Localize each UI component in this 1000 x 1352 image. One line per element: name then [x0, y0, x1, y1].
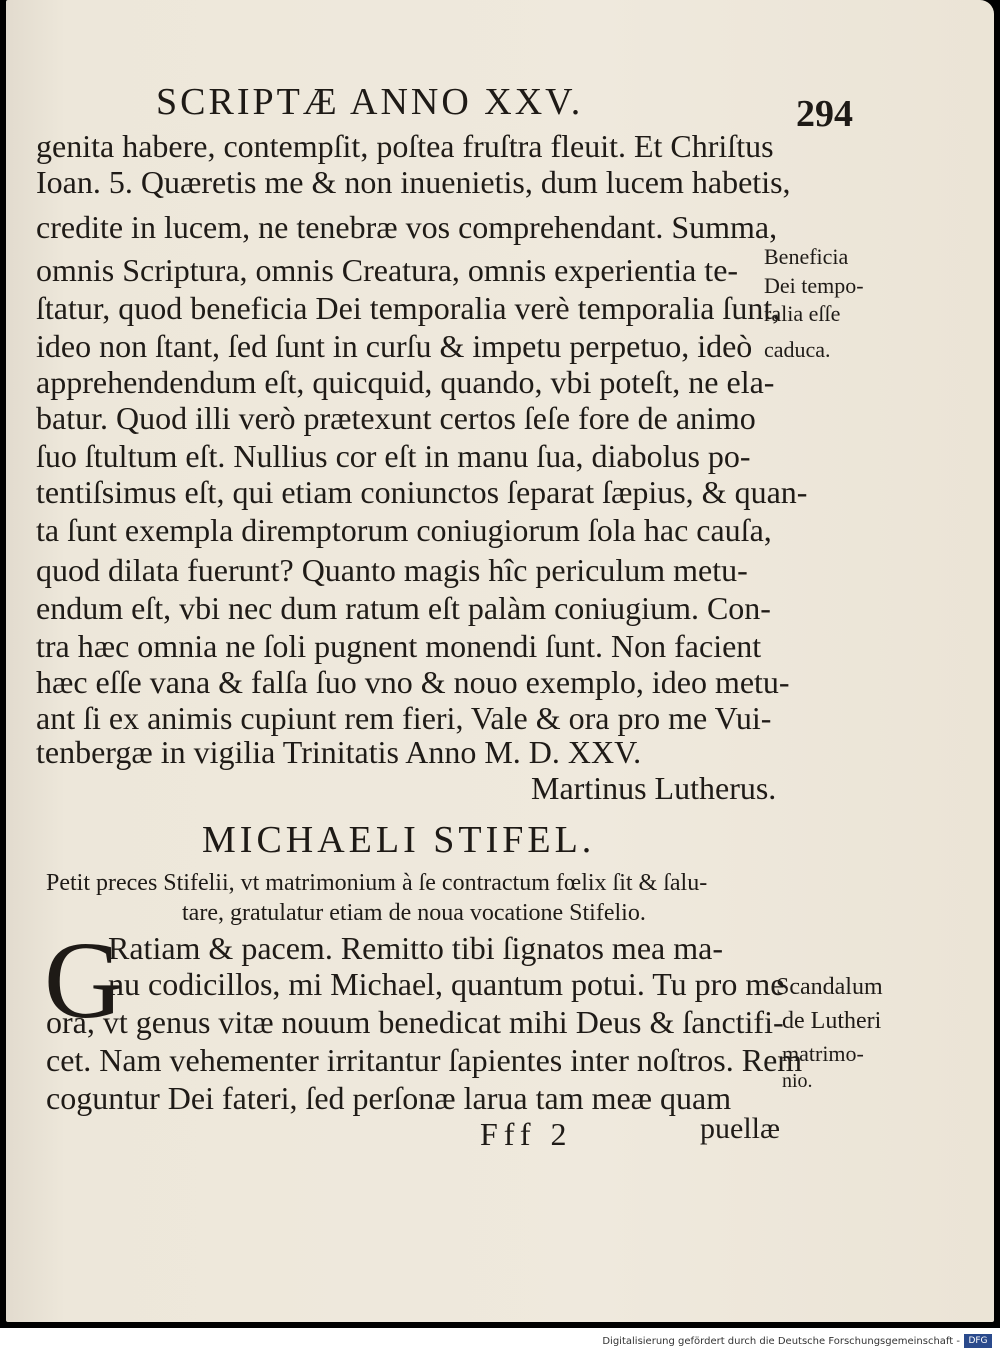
margin-note-line: Dei tempo-	[764, 273, 864, 298]
section-title: MICHAELI STIFEL.	[202, 819, 596, 861]
body-line: tentiſsimus eſt, qui etiam coniunctos ſeparat ſæpius, & quan-	[36, 474, 808, 510]
signature-mark: Fff 2	[480, 1116, 573, 1152]
body-line: Ioan. 5. Quæretis me & non inuenietis, dum lucem habetis,	[36, 164, 791, 200]
body-line: ſuo ſtultum eſt. Nullius cor eſt in manu ſua, diabolus po-	[36, 438, 751, 474]
body-line: ta ſunt exempla diremptorum coniugiorum ſola hac cauſa,	[36, 512, 772, 548]
body-line: omnis Scriptura, omnis Creatura, omnis experientia te-	[36, 252, 739, 288]
signature: Martinus Lutherus.	[531, 770, 777, 806]
letter-line: coguntur Dei fateri, ſed perſonæ larua tam meæ quam	[46, 1080, 732, 1116]
margin-note-line: ralia eſſe	[764, 301, 841, 326]
margin-note-line: de Lutheri	[782, 1008, 882, 1034]
body-line: apprehendendum eſt, quicquid, quando, vbi poteſt, ne ela-	[36, 364, 775, 400]
running-head: SCRIPTÆ ANNO XXV.	[156, 81, 584, 123]
margin-note-line: Beneficia	[764, 244, 849, 269]
book-page	[6, 0, 994, 1322]
dfg-logo: DFG	[964, 1334, 992, 1348]
body-line: ideo non ſtant, ſed ſunt in curſu & impetu perpetuo, ideò	[36, 328, 753, 364]
letter-line: ora, vt genus vitæ nouum benedicat mihi Deus & ſanctifi-	[46, 1004, 784, 1040]
drop-capital: G	[44, 919, 124, 1041]
body-line: quod dilata fuerunt? Quanto magis hîc periculum metu-	[36, 552, 748, 588]
margin-note-line: nio.	[782, 1070, 813, 1092]
credit-text: Digitalisierung gefördert durch die Deutsche Forschungsgemeinschaft -	[602, 1336, 960, 1347]
body-line: ſtatur, quod beneficia Dei temporalia verè temporalia ſunt,	[36, 290, 781, 326]
body-line: genita habere, contempſit, poſtea fruſtra fleuit. Et Chriſtus	[36, 128, 774, 164]
catchword: puellæ	[700, 1112, 780, 1145]
page-number: 294	[796, 93, 853, 135]
margin-note-line: Scandalum	[776, 974, 883, 1000]
body-line: tenbergæ in vigilia Trinitatis Anno M. D. XXV.	[36, 734, 642, 770]
letter-line: nu codicillos, mi Michael, quantum potui. Tu pro me	[108, 966, 785, 1002]
body-line: batur. Quod illi verò prætexunt certos ſeſe fore de animo	[36, 400, 756, 436]
body-line: endum eſt, vbi nec dum ratum eſt palàm coniugium. Con-	[36, 590, 771, 626]
body-line: ant ſi ex animis cupiunt rem fieri, Vale & ora pro me Vui-	[36, 700, 772, 736]
letter-line: cet. Nam vehementer irritantur ſapientes inter noſtros. Rem	[46, 1042, 803, 1078]
margin-note-line: caduca.	[764, 337, 831, 362]
summary-line: Petit preces Stifelii, vt matrimonium à ſe contractum fœlix ſit & ſalu-	[46, 870, 708, 896]
margin-note-line: matrimo-	[782, 1041, 864, 1066]
body-line: tra hæc omnia ne ſoli pugnent monendi ſunt. Non facient	[36, 628, 762, 664]
body-line: credite in lucem, ne tenebræ vos comprehendant. Summa,	[36, 209, 778, 245]
letter-line: Ratiam & pacem. Remitto tibi ſignatos mea ma-	[108, 930, 723, 966]
summary-line: tare, gratulatur etiam de noua vocatione Stifelio.	[182, 900, 646, 926]
body-line: hæc eſſe vana & falſa ſuo vno & nouo exemplo, ideo metu-	[36, 664, 790, 700]
